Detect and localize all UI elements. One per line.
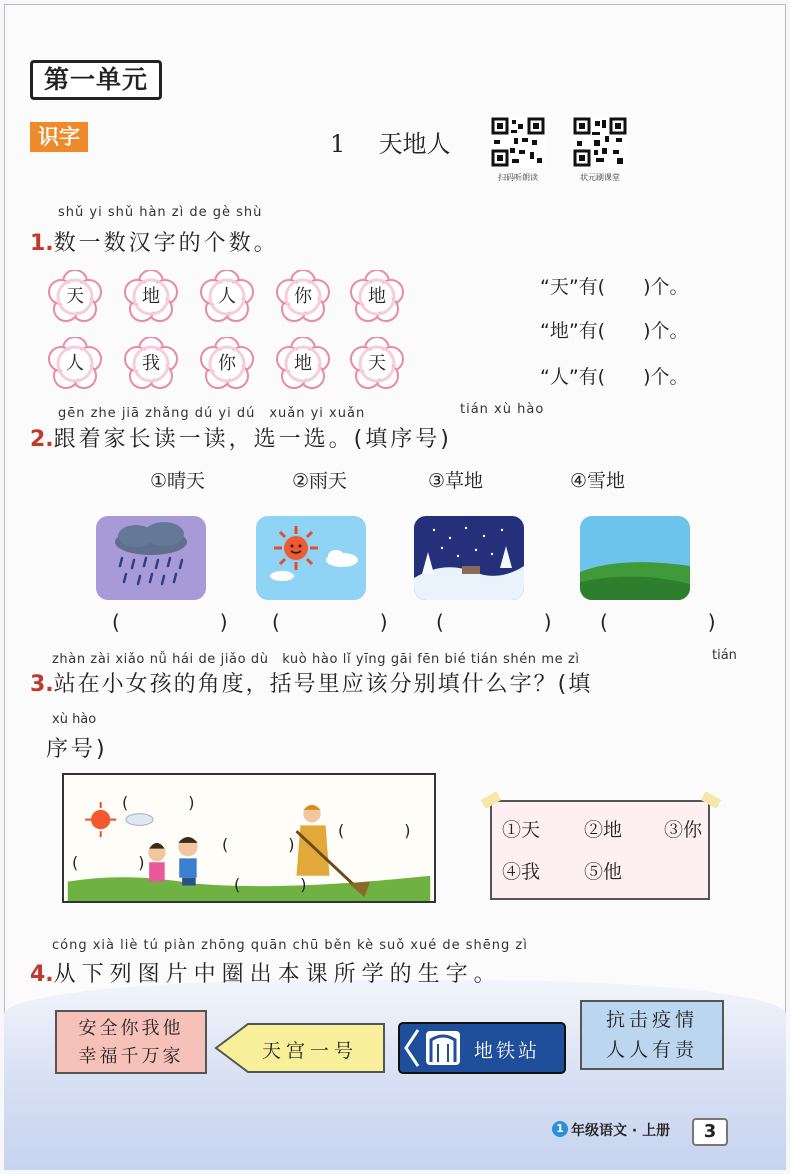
qr-code-icon <box>572 116 628 168</box>
flower-card <box>276 337 330 391</box>
q3-number: 3. <box>30 672 54 697</box>
q1-text: 数一数汉字的个数。 <box>53 231 279 256</box>
slogan-sign[interactable] <box>55 1010 207 1074</box>
rain-cloud-icon <box>96 516 206 600</box>
scene-blank-girl[interactable]: ( ) <box>72 853 167 872</box>
snow-icon <box>414 516 524 600</box>
tiangong-sign[interactable]: 天宫一号 <box>262 1040 359 1062</box>
q2-number: 2. <box>30 427 54 452</box>
q1-pinyin: shǔ yi shǔ hàn zì de gè shù <box>58 205 263 220</box>
flower-char: 人 <box>66 353 84 374</box>
flower-char: 地 <box>294 353 312 374</box>
flower-card <box>350 337 404 391</box>
scene-blank-ground[interactable]: ( ) <box>234 875 329 894</box>
page-number: 3 <box>692 1118 728 1146</box>
grade-badge: 1 <box>552 1121 568 1137</box>
qr-code-icon <box>490 116 546 168</box>
flower-card <box>200 270 254 324</box>
answer-blank-snow[interactable]: ( ) <box>436 610 592 634</box>
q4-prompt <box>30 957 502 988</box>
flower-card <box>124 337 178 391</box>
tape-icon <box>480 792 502 808</box>
flower-card <box>276 270 330 324</box>
metro-sign[interactable]: 地铁站 <box>474 1040 541 1062</box>
qr-block-read[interactable] <box>490 116 553 183</box>
qr-block-class[interactable] <box>572 116 635 183</box>
flower-char: 你 <box>294 286 312 307</box>
scene-blank-worker[interactable]: ( ) <box>338 821 433 840</box>
answer-blank-sunny[interactable]: ( ) <box>272 610 428 634</box>
epidemic-line: 抗击疫情 <box>605 1009 698 1031</box>
snow-picture <box>414 516 524 600</box>
choice-tian: ①天 <box>502 819 541 841</box>
tape-icon <box>700 792 722 808</box>
option-sunny: ①晴天 <box>150 470 206 492</box>
q4-number: 4. <box>30 962 54 987</box>
q2-pinyin-end: tián xù hào <box>460 402 545 417</box>
q4-pinyin: cóng xià liè tú piàn zhōng quān chū běn kè suǒ xué de shēng zì <box>52 938 528 953</box>
flower-card <box>350 270 404 324</box>
q3-text: 站在小女孩的角度，括号里应该分别填什么字？(填 <box>53 672 593 697</box>
epidemic-line: 人人有责 <box>605 1039 698 1061</box>
choice-ta: ⑤他 <box>584 861 623 883</box>
q1-number: 1. <box>30 231 54 256</box>
flower-card <box>48 270 102 324</box>
count-line-tian[interactable]: “天”有( )个。 <box>540 276 689 298</box>
flower-card <box>124 270 178 324</box>
section-tag: 识字 <box>30 122 88 152</box>
q3-prompt <box>30 667 592 698</box>
flower-char: 人 <box>218 286 236 307</box>
option-rainy: ②雨天 <box>292 470 348 492</box>
flower-card <box>48 337 102 391</box>
flower-char: 我 <box>142 353 160 374</box>
answer-blank-grass[interactable]: ( ) <box>600 610 756 634</box>
count-line-di[interactable]: “地”有( )个。 <box>540 320 689 342</box>
lesson-name: 天地人 <box>378 130 451 158</box>
q1-prompt <box>30 226 279 257</box>
scene-blank-self[interactable]: ( ) <box>222 835 317 854</box>
q4-text: 从下列图片中圈出本课所学的生字。 <box>53 962 502 987</box>
flower-char: 地 <box>142 286 160 307</box>
grassland-icon <box>580 516 690 600</box>
count-line-ren[interactable]: “人”有( )个。 <box>540 366 689 388</box>
option-snowfield: ④雪地 <box>570 470 626 492</box>
choice-ni: ③你 <box>664 819 703 841</box>
epidemic-sign[interactable] <box>580 1000 724 1070</box>
lesson-number: 1 <box>330 130 346 158</box>
q3-pinyin: zhàn zài xiǎo nǚ hái de jiǎo dù kuò hào lǐ yīng gāi fēn bié tián shén me zì <box>52 652 580 667</box>
lesson-title <box>330 124 451 159</box>
q3-pinyin-2: xù hào <box>52 712 97 727</box>
flower-char: 你 <box>218 353 236 374</box>
unit-title: 第一单元 <box>30 60 162 100</box>
book-title: 年级语文 · 上册 <box>571 1123 671 1139</box>
qr-label: 扫码听朗读 <box>498 173 538 182</box>
scene-blank-sky[interactable]: ( ) <box>122 793 217 812</box>
option-grassland: ③草地 <box>428 470 484 492</box>
grass-picture <box>580 516 690 600</box>
q3-pinyin-end: tián <box>712 648 737 663</box>
choice-wo: ④我 <box>502 861 541 883</box>
slogan-line: 幸福千万家 <box>78 1046 184 1067</box>
slogan-line: 安全你我他 <box>78 1018 184 1039</box>
answer-blank-rain[interactable]: ( ) <box>112 610 268 634</box>
q2-prompt <box>30 422 452 453</box>
flower-card <box>200 337 254 391</box>
sun-icon <box>256 516 366 600</box>
flower-char: 天 <box>368 353 386 374</box>
q2-pinyin: gēn zhe jiā zhǎng dú yi dú xuǎn yi xuǎn <box>58 406 366 421</box>
flower-char: 天 <box>66 286 84 307</box>
qr-label: 状元刷课堂 <box>580 173 620 182</box>
sunny-picture <box>256 516 366 600</box>
q3-text-2: 序号) <box>46 737 108 762</box>
q2-text: 跟着家长读一读，选一选。(填序号) <box>53 427 452 452</box>
flower-char: 地 <box>368 286 386 307</box>
rain-picture <box>96 516 206 600</box>
choice-di: ②地 <box>584 819 623 841</box>
